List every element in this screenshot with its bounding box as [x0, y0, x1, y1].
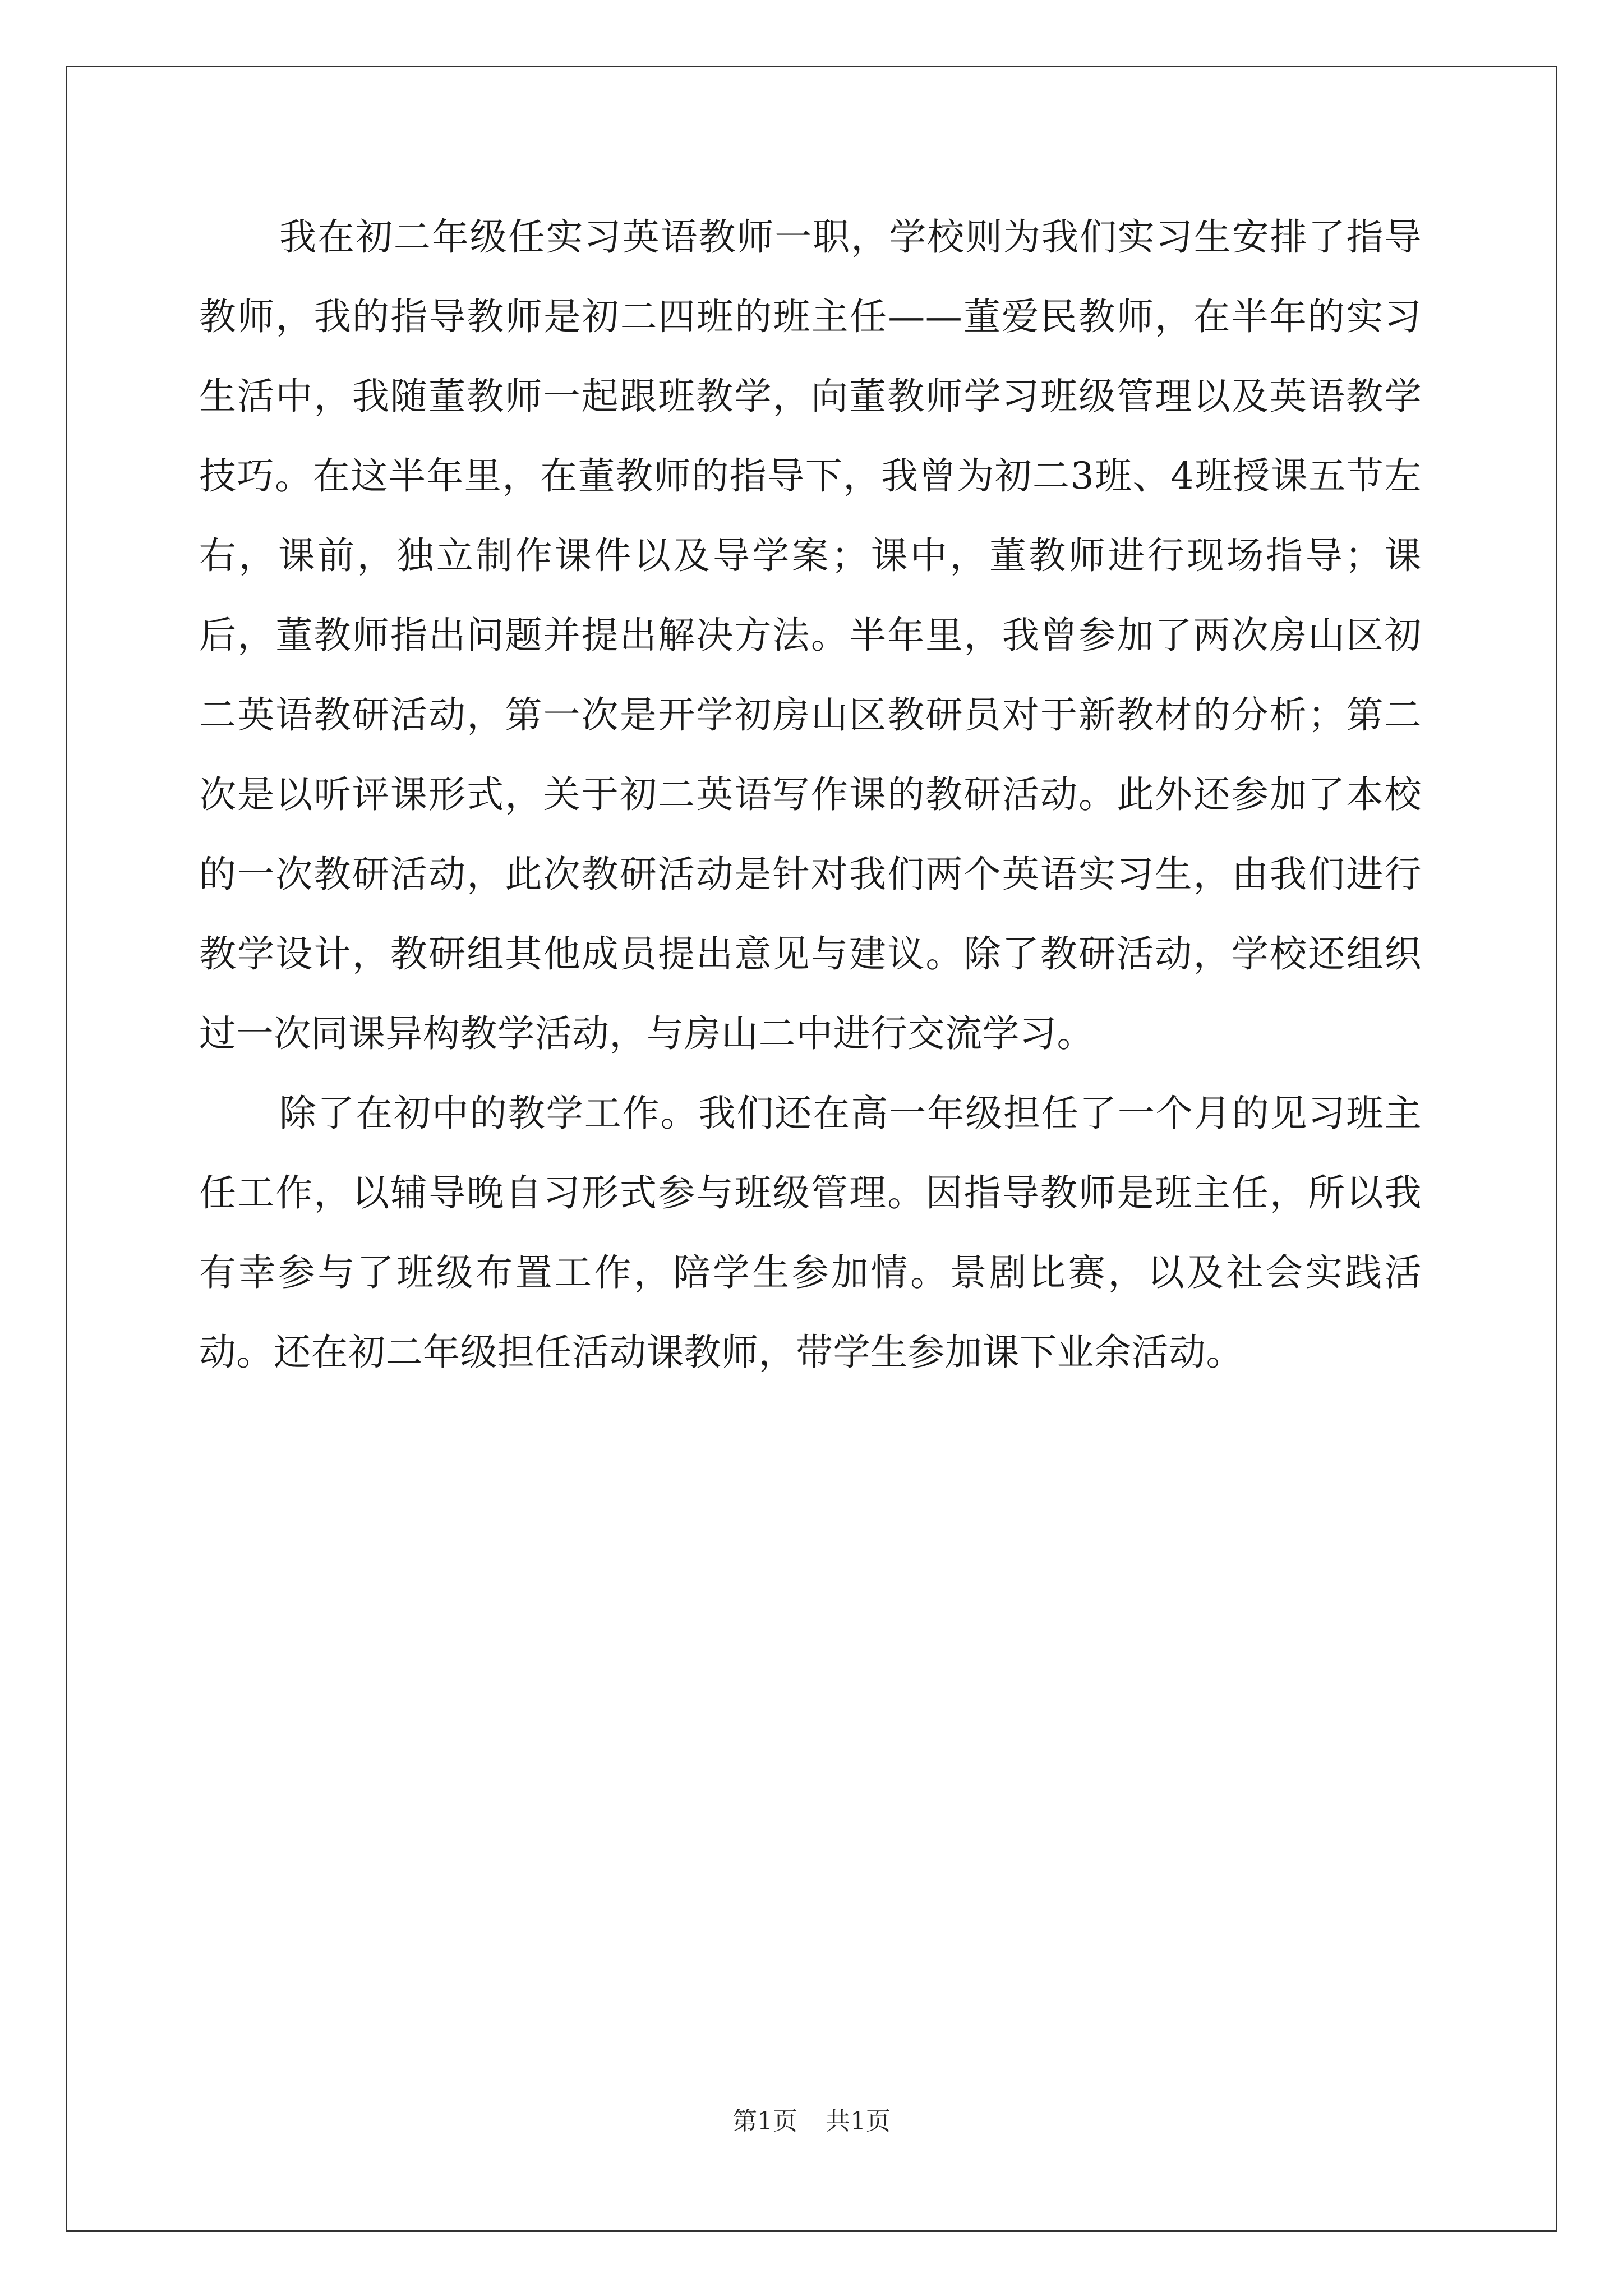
document-body — [199, 197, 1422, 2049]
paragraph-2: 除了在初中的教学工作。我们还在高一年级担任了一个月的见习班主任工作，以辅导晚自习形式参与班级管理。因指导教师是班主任，所以我有幸参与了班级布置工作，陪学生参加情。景剧比赛，以及社会实践活动。还在初二年级担任活动课教师，带学生参加课下业余活动。 — [199, 1092, 1422, 1374]
page-total: 共1页 — [826, 2107, 891, 2136]
page-number: 第1页 — [732, 2107, 797, 2136]
paragraph-1: 我在初二年级任实习英语教师一职，学校则为我们实习生安排了指导教师，我的指导教师是初二四班的班主任——董爱民教师，在半年的实习生活中，我随董教师一起跟班教学，向董教师学习班级管理以及英语教学技巧。在这半年里，在董教师的指导下，我曾为初二3班、4班授课五节左右，课前，独立制作课件以及导学案；课中，董教师进行现场指导；课后，董教师指出问题并提出解决方法。半年里，我曾参加了两次房山区初二英语教研活动，第一次是开学初房山区教研员对于新教材的分析；第二次是以听评课形式，关于初二英语写作课的教研活动。此外还参加了本校的一次教研活动，此次教研活动是针对我们两个英语实习生，由我们进行教学设计，教研组其他成员提出意见与建议。除了教研活动，学校还组织过一次同课异构教学活动，与房山二中进行交流学习。 — [199, 215, 1422, 1055]
page-footer — [0, 2105, 1623, 2138]
